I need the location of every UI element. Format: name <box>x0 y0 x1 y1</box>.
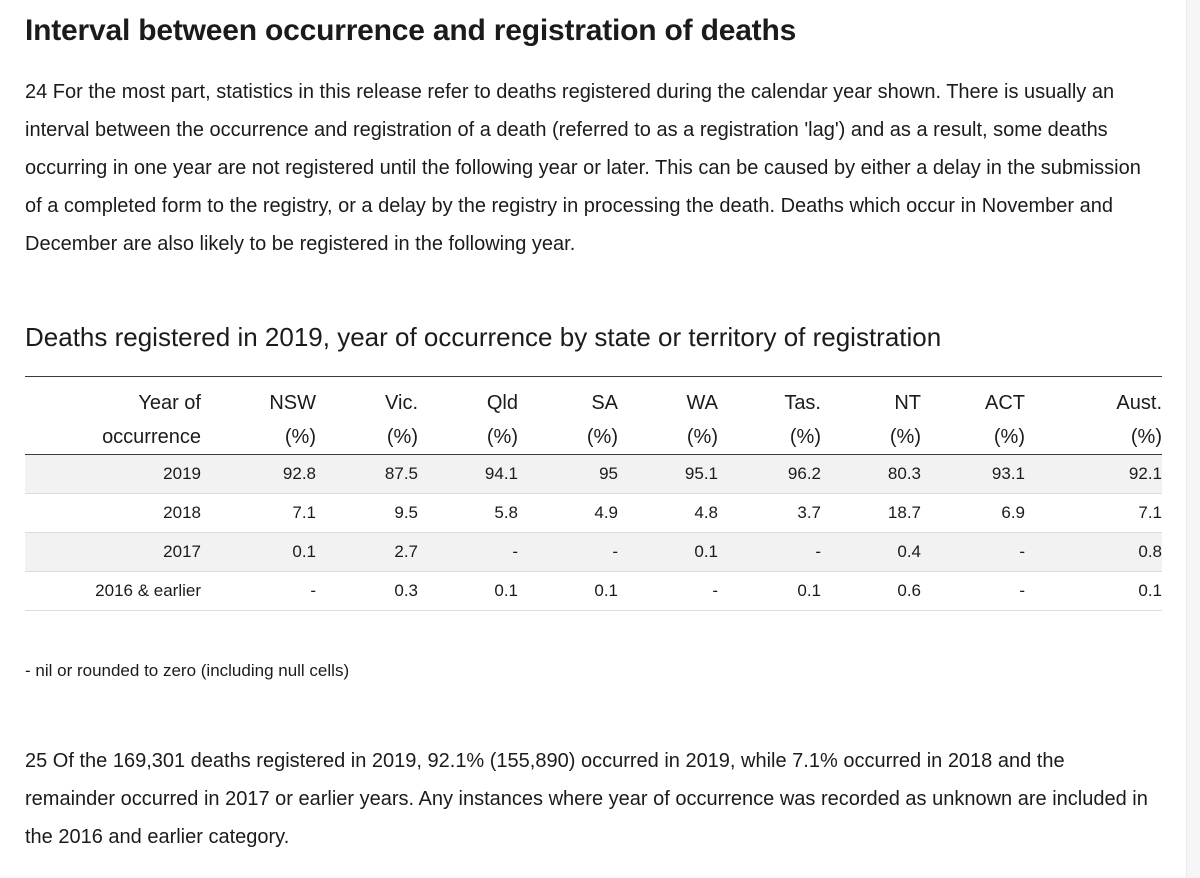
table-cell: - <box>718 533 821 572</box>
header-line1: SA <box>591 392 618 414</box>
table-cell: 0.1 <box>1025 572 1162 611</box>
header-wa <box>618 377 718 455</box>
table-cell: 7.1 <box>201 494 316 533</box>
section-heading: Interval between occurrence and registration of deaths <box>25 14 797 47</box>
table-cell: 93.1 <box>921 455 1025 494</box>
header-line1: ACT <box>985 392 1025 414</box>
table-row <box>25 494 1162 533</box>
table-cell: - <box>921 533 1025 572</box>
header-line1: Aust. <box>1116 392 1162 414</box>
table-cell: 2.7 <box>316 533 418 572</box>
table-cell: 5.8 <box>418 494 518 533</box>
header-qld <box>418 377 518 455</box>
header-line2: (%) <box>993 426 1025 448</box>
table-cell: 95 <box>518 455 618 494</box>
table-cell: - <box>418 533 518 572</box>
header-year-of-occurrence <box>25 377 201 455</box>
header-line1: Qld <box>486 392 518 414</box>
table-cell: - <box>518 533 618 572</box>
header-act <box>921 377 1025 455</box>
paragraph-25: 25 Of the 169,301 deaths registered in 2019, 92.1% (155,890) occurred in 2019, while 7.1% occurred in 2018 and the remainder occurred in 2017 or earlier years. Any instances where year of occurrence was recorded as unknown are included in the 2016 and earlier category. <box>25 750 1148 848</box>
table-cell: 92.1 <box>1025 455 1162 494</box>
table-cell: - <box>921 572 1025 611</box>
table-cell: 87.5 <box>316 455 418 494</box>
table-row <box>25 533 1162 572</box>
table-cell: - <box>201 572 316 611</box>
header-line2: (%) <box>586 426 618 448</box>
header-tas <box>718 377 821 455</box>
table-cell: 18.7 <box>821 494 921 533</box>
table-cell: 92.8 <box>201 455 316 494</box>
header-nsw <box>201 377 316 455</box>
header-nt <box>821 377 921 455</box>
table-cell: 0.1 <box>518 572 618 611</box>
table-cell: 7.1 <box>1025 494 1162 533</box>
paragraph-24: 24 For the most part, statistics in this release refer to deaths registered during the calendar year shown. There is usually an interval between the occurrence and registration of a death (referred to as a registration 'lag') and as a result, some deaths occurring in one year are not registered until the following year or later. This can be caused by either a delay in the submission of a completed form to the registry, or a delay by the registry in processing the death. Deaths which occur in November and December are also likely to be registered in the following year. <box>25 81 1141 255</box>
table-cell: 3.7 <box>718 494 821 533</box>
header-line1: NT <box>894 392 921 414</box>
table-row <box>25 455 1162 494</box>
table-cell: 95.1 <box>618 455 718 494</box>
header-line2: (%) <box>686 426 718 448</box>
table-cell: 4.8 <box>618 494 718 533</box>
table-title: Deaths registered in 2019, year of occurrence by state or territory of registration <box>25 322 942 352</box>
header-line2: (%) <box>1130 426 1162 448</box>
deaths-table <box>25 377 1162 611</box>
row-label: 2018 <box>25 494 201 533</box>
table-cell: 0.1 <box>618 533 718 572</box>
header-line2: (%) <box>789 426 821 448</box>
row-label: 2016 & earlier <box>25 572 201 611</box>
header-line2: occurrence <box>102 426 201 448</box>
header-line2: (%) <box>889 426 921 448</box>
table-cell: 4.9 <box>518 494 618 533</box>
table-header-row <box>25 377 1162 455</box>
table-cell: 0.1 <box>201 533 316 572</box>
table-cell: 96.2 <box>718 455 821 494</box>
table-cell: 0.4 <box>821 533 921 572</box>
table-cell: 0.1 <box>418 572 518 611</box>
header-sa <box>518 377 618 455</box>
header-line1: WA <box>686 392 718 414</box>
row-label: 2017 <box>25 533 201 572</box>
table-cell: 9.5 <box>316 494 418 533</box>
header-line2: (%) <box>386 426 418 448</box>
header-line1: Vic. <box>385 392 418 414</box>
page-edge-scroll-gutter <box>1186 0 1200 878</box>
header-line1: NSW <box>269 392 316 414</box>
row-label: 2019 <box>25 455 201 494</box>
table-cell: - <box>618 572 718 611</box>
header-line1: Tas. <box>784 392 821 414</box>
table-cell: 0.8 <box>1025 533 1162 572</box>
table-cell: 0.1 <box>718 572 821 611</box>
table-cell: 94.1 <box>418 455 518 494</box>
header-vic <box>316 377 418 455</box>
deaths-table-container <box>25 376 1162 611</box>
table-cell: 0.3 <box>316 572 418 611</box>
table-legend: - nil or rounded to zero (including null cells) <box>25 661 350 680</box>
table-cell: 0.6 <box>821 572 921 611</box>
table-row <box>25 572 1162 611</box>
table-cell: 80.3 <box>821 455 921 494</box>
header-line2: (%) <box>486 426 518 448</box>
header-line1: Year of <box>138 392 201 414</box>
header-line2: (%) <box>284 426 316 448</box>
table-cell: 6.9 <box>921 494 1025 533</box>
header-aust <box>1025 377 1162 455</box>
